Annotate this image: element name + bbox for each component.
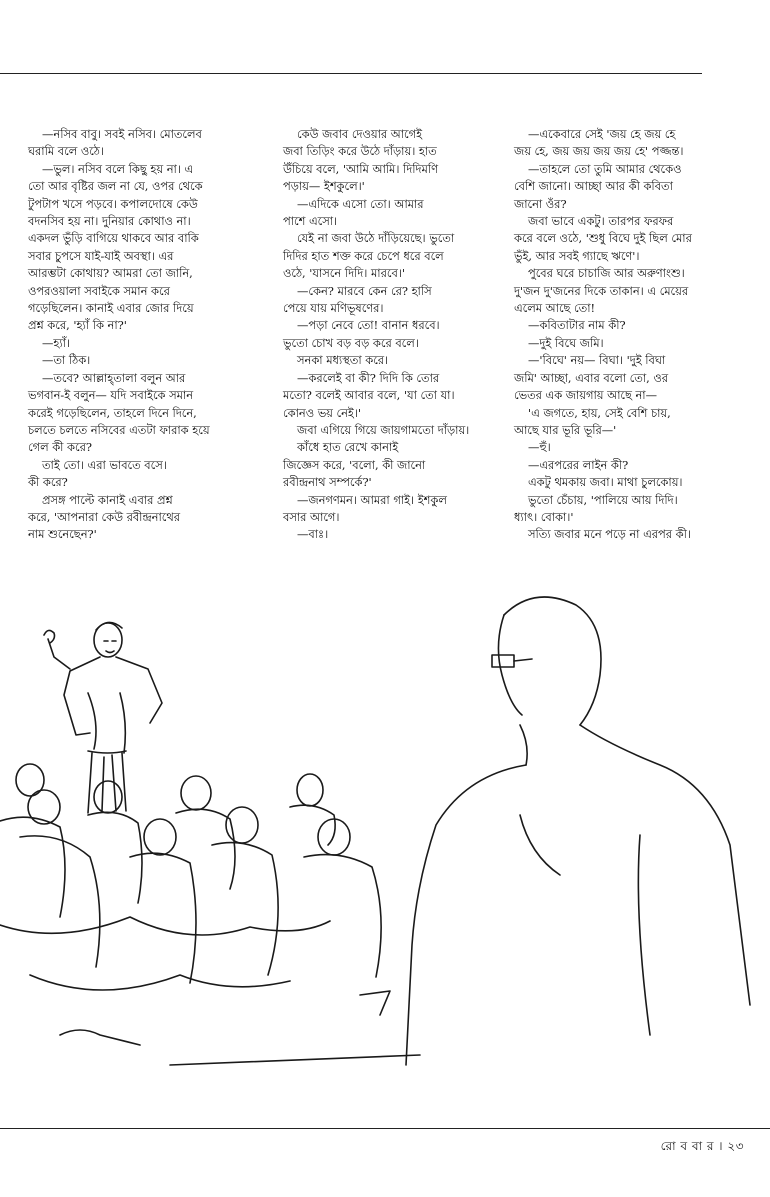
text-line: জবা এগিয়ে গিয়ে জায়গামতো দাঁড়ায়। (297, 422, 470, 437)
text-line: প্রশ্ন করে, 'হ্যাঁ কি না?' (28, 318, 127, 333)
text-line: জমি' আচ্ছা, এবার বলো তো, ওর (514, 370, 669, 385)
text-line: একদল ভুঁড়ি বাগিয়ে থাকবে আর বাকি (28, 231, 199, 246)
text-line: —জনগণমন। আমরা গাই। ইশকুল (297, 492, 447, 507)
text-line: ভগবান-ই বলুন— যদি সবাইকে সমান (28, 388, 194, 403)
text-line: দিদির হাত শক্ত করে চেপে ধরে বলে (283, 248, 444, 263)
text-line: —তবে? আল্লাহ্‌তালা বলুন আর (42, 370, 186, 385)
text-line: —এরপরের লাইন কী? (528, 457, 629, 472)
text-column-3 (514, 126, 744, 544)
text-line: প্রসঙ্গ পাল্টে কানাই এবার প্রশ্ন (42, 492, 173, 507)
text-line: যেই না জবা উঠে দাঁড়িয়েছে। ভুতো (297, 231, 455, 246)
text-line: জয় হে, জয় জয় জয় জয় হে' পজ্জন্ত। (514, 144, 684, 159)
text-line: —করলেই বা কী? দিদি কি তোর (297, 370, 440, 385)
foreground-man-figure (406, 597, 750, 1065)
text-line: —'বিঘে' নয়— বিঘা। 'দুই বিঘা (528, 353, 666, 368)
text-line: করে বলে ওঠে, 'শুধু বিঘে দুই ছিল মোর (514, 231, 692, 246)
top-rule (0, 73, 702, 74)
text-line: বসার আগে। (283, 509, 340, 524)
text-line: —একেবারে সেই 'জয় হে জয় হে (528, 127, 676, 141)
text-line: ভেতর এক জায়গায় আছে না— (514, 388, 657, 403)
text-line: গড়েছিলেন। কানাই এবার জোর দিয়ে (28, 301, 194, 316)
text-line: পড়ায়— ইশকুলে।' (283, 179, 365, 194)
text-line: ওপরওয়ালা সবাইকে সমান করে (28, 283, 170, 298)
text-line: একটু থমকায় জবা। মাথা চুলকোয়। (528, 475, 683, 490)
text-line: নাম শুনেছেন?' (28, 527, 97, 542)
text-line: পাশে এসো। (283, 214, 338, 229)
text-line: —তাহলে তো তুমি আমার থেকেও (528, 161, 682, 176)
text-line: জবা তিড়িং করে উঠে দাঁড়ায়। হাত (283, 144, 437, 159)
text-line: আছে যার ভূরি ভূরি—' (514, 422, 617, 437)
bottom-rule (0, 1128, 770, 1129)
text-line: —দুই বিঘে জমি। (528, 335, 604, 350)
text-line: কোনও ভয় নেই।' (283, 405, 362, 420)
text-line: রবীন্দ্রনাথ সম্পর্কে?' (283, 475, 372, 490)
floor-line (170, 1055, 420, 1065)
text-line: উঁচিয়ে বলে, 'আমি আমি। দিদিমণি (283, 161, 438, 176)
text-line: ঘরামি বলে ওঠে। (28, 144, 104, 159)
text-line: —বাঃ। (297, 527, 329, 542)
line-drawing-illustration (0, 575, 770, 1120)
text-line: ভুঁই, আর সবই গ্যাছে ঋণে'। (514, 248, 640, 263)
text-line: ভুতো চেঁচায়, 'পালিয়ে আয় দিদি। (528, 492, 678, 507)
text-line: ভুতো চোখ বড় বড় করে বলে। (283, 335, 419, 350)
text-line: সত্যি জবার মনে পড়ে না এরপর কী। (528, 527, 691, 542)
text-line: সনকা মধ্যস্থতা করে। (297, 353, 389, 368)
text-line: আরম্ভটা কোথায়? আমরা তো জানি, (28, 266, 193, 281)
text-line: পেয়ে যায় মণিভূষণের। (283, 301, 384, 316)
text-line: দু'জন দু'জনের দিকে তাকান। এ মেয়ের (514, 283, 689, 298)
text-line: জানো ওঁর? (514, 196, 567, 211)
text-line: করে, 'আপনারা কেউ রবীন্দ্রনাথের (28, 509, 180, 524)
text-line: —হুঁ। (528, 440, 551, 455)
text-line: টুপটাপ খসে পড়বে। কপালদোষে কেউ (28, 196, 198, 211)
text-line: গেল কী করে? (28, 440, 92, 455)
text-line: জিজ্ঞেস করে, 'বলো, কী জানো (283, 457, 426, 472)
text-line: চলতে চলতে নসিবের এতটা ফারাক হয়ে (28, 422, 210, 437)
text-line: তাই তো। এরা ভাবতে বসে। (42, 457, 167, 472)
text-line: পুবের ঘরে চাচাজি আর অরুণাংশু। (528, 266, 685, 281)
text-line: ধ্যাৎ। বোকা।' (514, 509, 574, 524)
text-column-1 (28, 126, 264, 544)
text-column-2 (283, 126, 505, 544)
text-line: —কবিতাটার নাম কী? (528, 318, 626, 333)
text-line: বেশি জানো। আচ্ছা আর কী কবিতা (514, 179, 673, 194)
text-line: এলেম আছে তো! (514, 301, 596, 316)
text-line: —হ্যাঁ। (42, 335, 71, 350)
text-line: —তা ঠিক। (42, 353, 91, 368)
text-line: —ভুল। নসিব বলে কিছু হয় না। এ (42, 161, 194, 176)
text-line: —কেন? মারবে কেন রে? হাসি (297, 283, 432, 298)
text-line: তো আর বৃষ্টির জল না যে, ওপর থেকে (28, 179, 203, 194)
text-line: —পড়া নেবে তো! বানান ধরবে। (297, 318, 440, 333)
text-line: ওঠে, 'যাসনে দিদি। মারবে।' (283, 266, 406, 281)
text-line: —নসিব বাবু। সবই নসিব। মোতলেব (42, 127, 202, 141)
text-line: জবা ভাবে একটু। তারপর ফরফর (528, 214, 674, 229)
text-line: মতো? বলেই আবার বলে, 'যা তো যা। (283, 388, 455, 403)
text-line: কী করে? (28, 475, 68, 490)
text-line: কেউ জবাব দেওয়ার আগেই (297, 127, 423, 141)
page-footer: রো ব বা র । ২৩ (660, 1139, 744, 1153)
text-line: বদনসিব হয় না। দুনিয়ার কোথাও না। (28, 214, 191, 229)
text-line: কাঁধে হাত রেখে কানাই (297, 440, 399, 455)
text-line: —এদিকে এসো তো। আমার (297, 196, 424, 211)
text-line: 'এ জগতে, হায়, সেই বেশি চায়, (528, 405, 671, 420)
text-line: সবার চুপসে যাই-যাই অবস্থা। এর (28, 248, 174, 263)
text-line: করেই গড়েছিলেন, তাহলে দিনে দিনে, (28, 405, 197, 420)
seated-crowd (0, 764, 390, 1045)
standing-speaker-figure (44, 622, 162, 813)
